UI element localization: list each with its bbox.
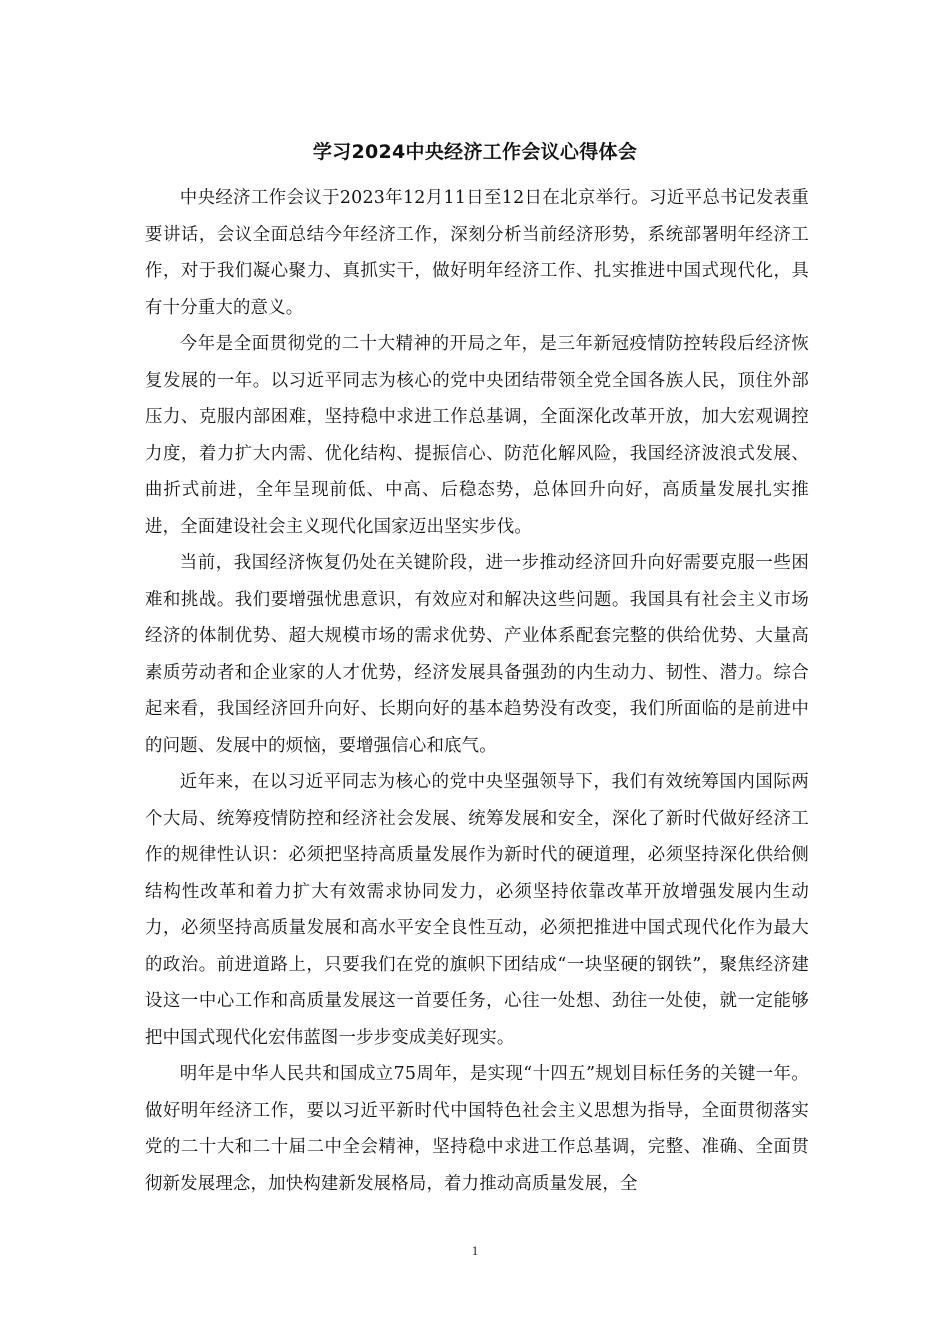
paragraph-2: 今年是全面贯彻党的二十大精神的开局之年，是三年新冠疫情防控转段后经济恢复发展的一年。以习近平同志为核心的党中央团结带领全党全国各族人民，顶住外部压力、克服内部困难，坚持稳中求进工作总基调，全面深化改革开放，加大宏观调控力度，着力扩大内需、优化结构、提振信心、防范化解风险，我国经济波浪式发展、曲折式前进，全年呈现前低、中高、后稳态势，总体回升向好，高质量发展扎实推进，全面建设社会主义现代化国家迈出坚实步伐。 (145, 334, 809, 537)
paragraph-3: 当前，我国经济恢复仍处在关键阶段，进一步推动经济回升向好需要克服一些困难和挑战。我们要增强忧患意识，有效应对和解决这些问题。我国具有社会主义市场经济的体制优势、超大规模市场的需求优势、产业体系配套完整的供给优势、大量高素质劳动者和企业家的人才优势，经济发展具备强劲的内生动力、韧性、潜力。综合起来看，我国经济回升向好、长期向好的基本趋势没有改变，我们所面临的是前进中的问题、发展中的烦恼，要增强信心和底气。 (145, 553, 809, 756)
paragraph-5: 明年是中华人民共和国成立75周年，是实现“十四五”规划目标任务的关键一年。做好明年经济工作，要以习近平新时代中国特色社会主义思想为指导，全面贯彻落实党的二十大和二十届二中全会精神，坚持稳中求进工作总基调，完整、准确、全面贯彻新发展理念，加快构建新发展格局，着力推动高质量发展，全 (145, 1064, 809, 1194)
document-body (145, 180, 809, 1202)
paragraph-4: 近年来，在以习近平同志为核心的党中央坚强领导下，我们有效统筹国内国际两个大局、统筹疫情防控和经济社会发展、统筹发展和安全，深化了新时代做好经济工作的规律性认识：必须把坚持高质量发展作为新时代的硬道理，必须坚持深化供给侧结构性改革和着力扩大有效需求协同发力，必须坚持依靠改革开放增强发展内生动力，必须坚持高质量发展和高水平安全良性互动，必须把推进中国式现代化作为最大的政治。前进道路上，只要我们在党的旗帜下团结成“一块坚硬的钢铁”，聚焦经济建设这一中心工作和高质量发展这一首要任务，心往一处想、劲往一处使，就一定能够把中国式现代化宏伟蓝图一步步变成美好现实。 (145, 772, 809, 1048)
page-number: 1 (471, 1243, 479, 1258)
paragraph-1: 中央经济工作会议于2023年12月11日至12日在北京举行。习近平总书记发表重要讲话，会议全面总结今年经济工作，深刻分析当前经济形势，系统部署明年经济工作，对于我们凝心聚力、真抓实干，做好明年经济工作、扎实推进中国式现代化，具有十分重大的意义。 (145, 188, 809, 318)
document-title: 学习2024中央经济工作会议心得体会 (312, 141, 638, 163)
